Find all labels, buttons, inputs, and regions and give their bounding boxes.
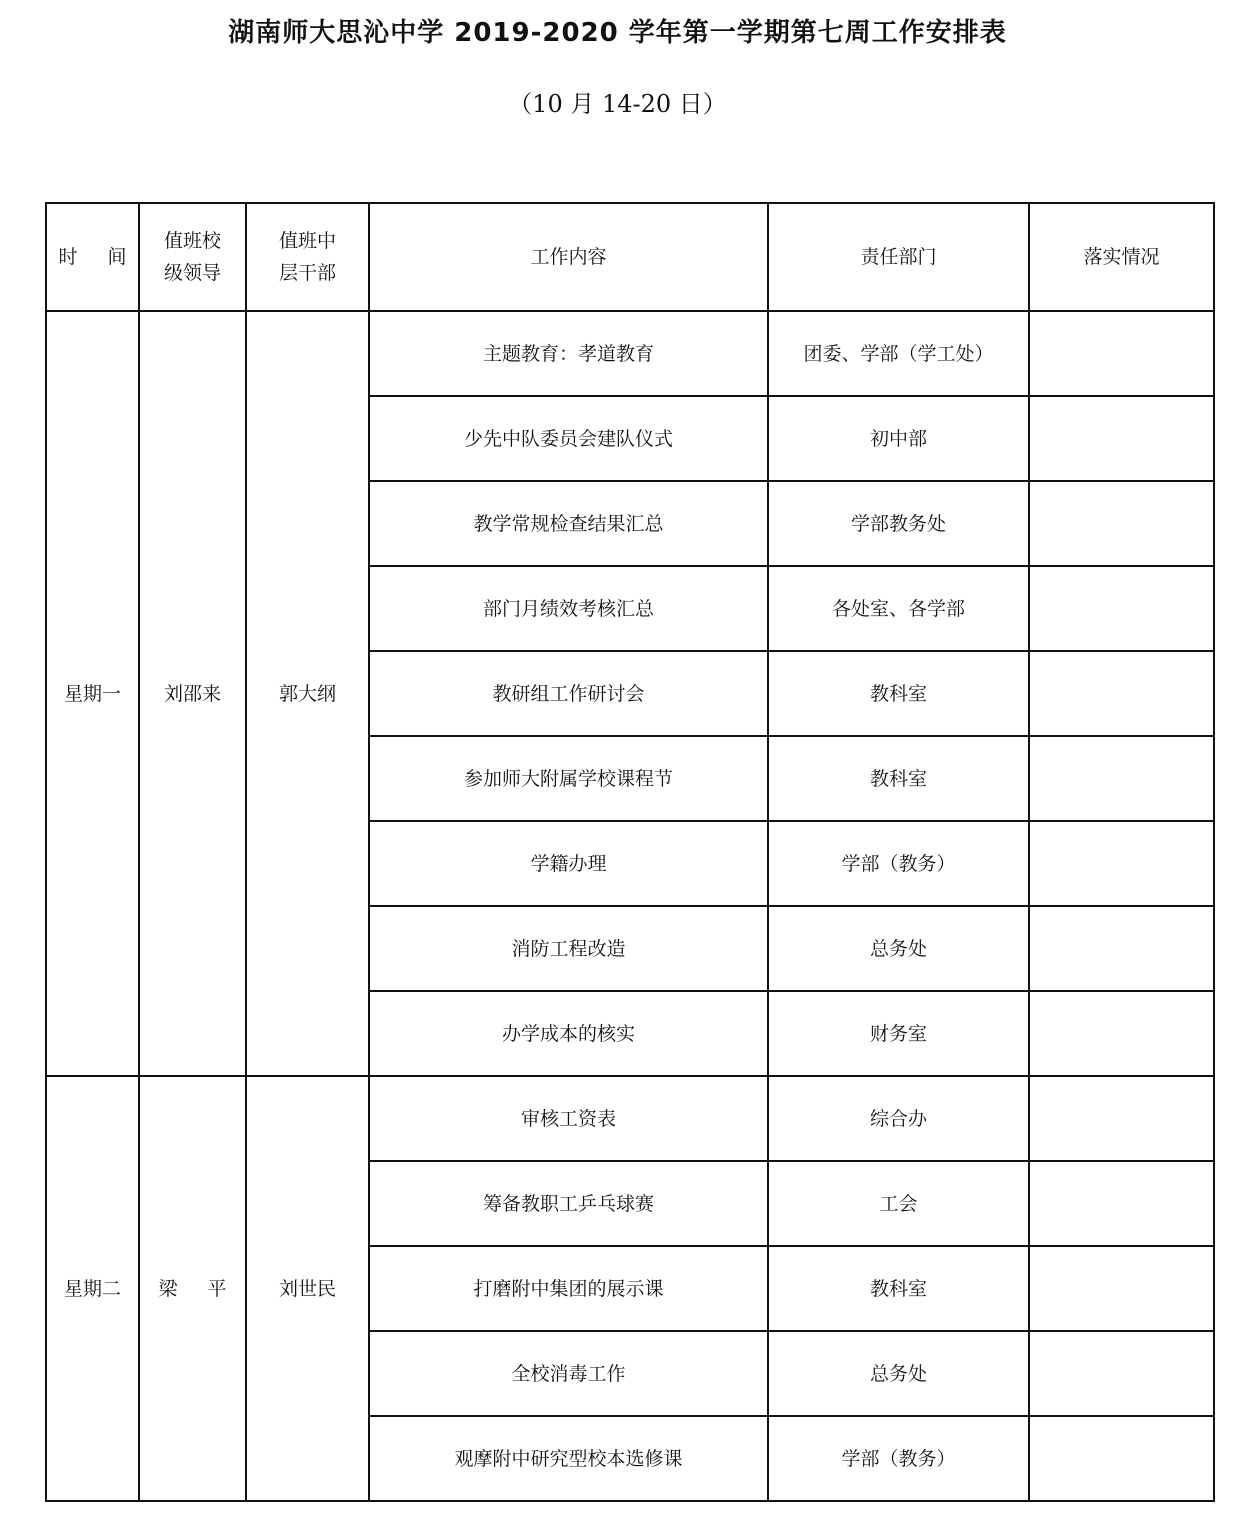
- dept-cell: 学部（教务）: [768, 1416, 1029, 1501]
- content-cell: 部门月绩效考核汇总: [369, 566, 768, 651]
- leader-cell: 梁 平: [139, 1076, 246, 1501]
- header-cadre: 值班中 层干部: [246, 203, 369, 311]
- content-cell: 全校消毒工作: [369, 1331, 768, 1416]
- dept-cell: 初中部: [768, 396, 1029, 481]
- status-cell: [1029, 1246, 1214, 1331]
- dept-cell: 教科室: [768, 651, 1029, 736]
- content-cell: 打磨附中集团的展示课: [369, 1246, 768, 1331]
- status-cell: [1029, 396, 1214, 481]
- dept-cell: 学部（教务）: [768, 821, 1029, 906]
- content-cell: 主题教育：孝道教育: [369, 311, 768, 396]
- header-leader: 值班校 级领导: [139, 203, 246, 311]
- dept-cell: 财务室: [768, 991, 1029, 1076]
- cadre-cell: 刘世民: [246, 1076, 369, 1501]
- content-cell: 观摩附中研究型校本选修课: [369, 1416, 768, 1501]
- header-content: 工作内容: [369, 203, 768, 311]
- content-cell: 学籍办理: [369, 821, 768, 906]
- status-cell: [1029, 1161, 1214, 1246]
- content-cell: 教研组工作研讨会: [369, 651, 768, 736]
- day-cell: 星期二: [46, 1076, 139, 1501]
- header-status: 落实情况: [1029, 203, 1214, 311]
- dept-cell: 综合办: [768, 1076, 1029, 1161]
- content-cell: 办学成本的核实: [369, 991, 768, 1076]
- schedule-table: [45, 202, 1215, 1502]
- day-cell: 星期一: [46, 311, 139, 1076]
- content-cell: 少先中队委员会建队仪式: [369, 396, 768, 481]
- dept-cell: 总务处: [768, 906, 1029, 991]
- content-cell: 筹备教职工乒乓球赛: [369, 1161, 768, 1246]
- header-time: 时 间: [46, 203, 139, 311]
- status-cell: [1029, 1076, 1214, 1161]
- header-dept: 责任部门: [768, 203, 1029, 311]
- dept-cell: 团委、学部（学工处）: [768, 311, 1029, 396]
- leader-cell: 刘邵来: [139, 311, 246, 1076]
- dept-cell: 总务处: [768, 1331, 1029, 1416]
- status-cell: [1029, 1416, 1214, 1501]
- table-row: [46, 1076, 1214, 1161]
- status-cell: [1029, 736, 1214, 821]
- status-cell: [1029, 481, 1214, 566]
- table-row: [46, 311, 1214, 396]
- page-title: 湖南师大思沁中学 2019-2020 学年第一学期第七周工作安排表: [228, 18, 1007, 48]
- dept-cell: 教科室: [768, 736, 1029, 821]
- status-cell: [1029, 311, 1214, 396]
- status-cell: [1029, 991, 1214, 1076]
- header-row: [46, 203, 1214, 311]
- content-cell: 审核工资表: [369, 1076, 768, 1161]
- status-cell: [1029, 906, 1214, 991]
- dept-cell: 学部教务处: [768, 481, 1029, 566]
- status-cell: [1029, 566, 1214, 651]
- status-cell: [1029, 1331, 1214, 1416]
- dept-cell: 工会: [768, 1161, 1029, 1246]
- dept-cell: 教科室: [768, 1246, 1029, 1331]
- content-cell: 教学常规检查结果汇总: [369, 481, 768, 566]
- cadre-cell: 郭大纲: [246, 311, 369, 1076]
- dept-cell: 各处室、各学部: [768, 566, 1029, 651]
- status-cell: [1029, 651, 1214, 736]
- page-subtitle: （10 月 14-20 日）: [508, 90, 727, 118]
- content-cell: 参加师大附属学校课程节: [369, 736, 768, 821]
- status-cell: [1029, 821, 1214, 906]
- content-cell: 消防工程改造: [369, 906, 768, 991]
